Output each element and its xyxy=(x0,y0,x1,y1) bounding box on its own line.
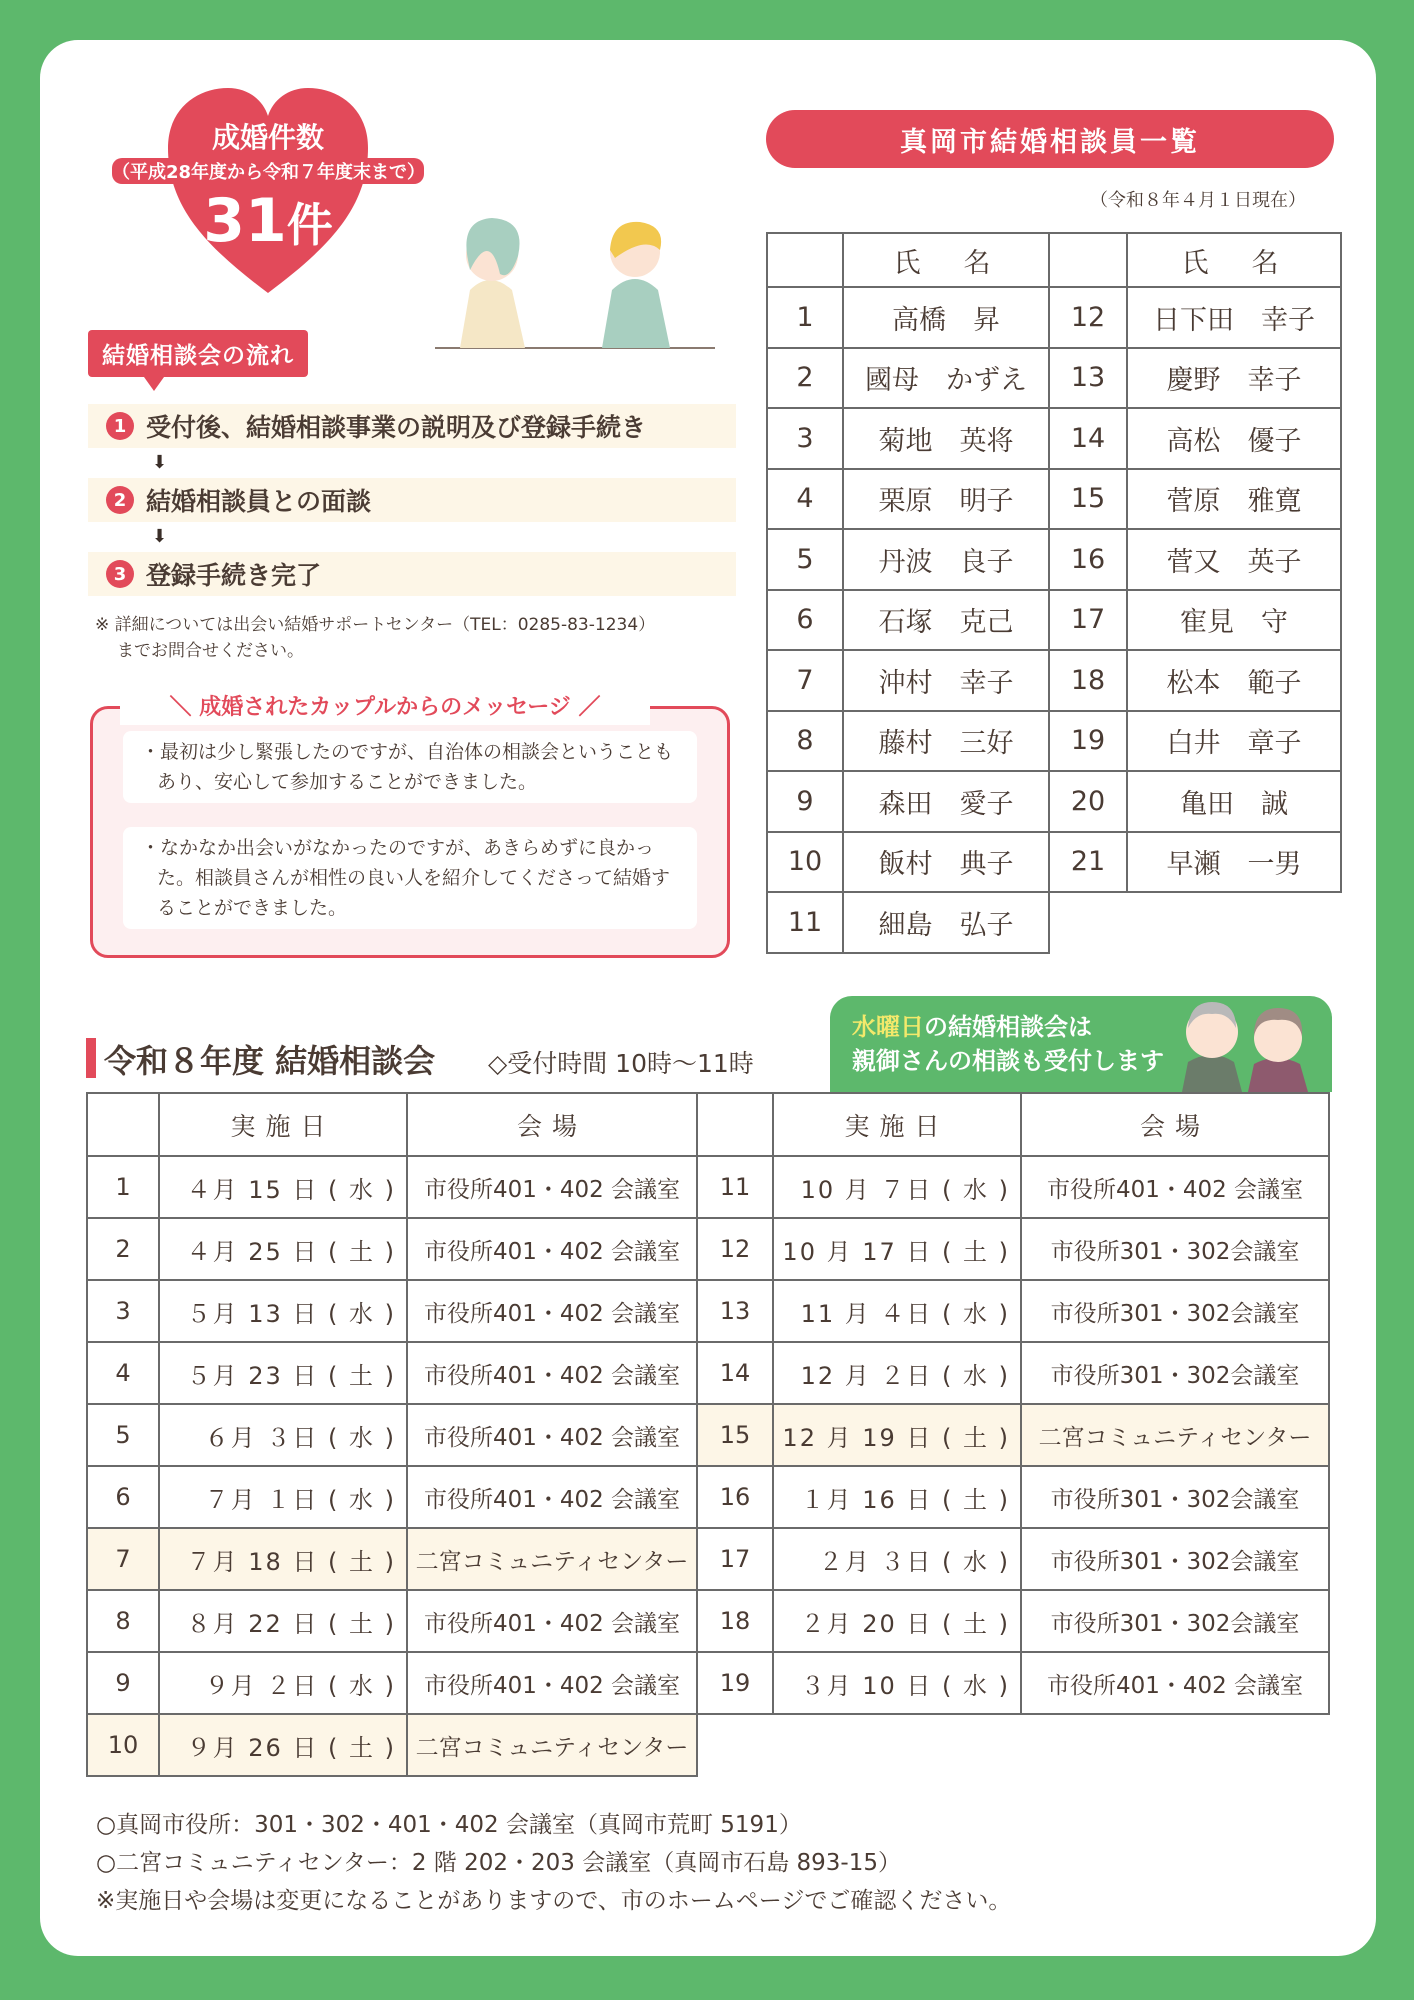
table-row xyxy=(87,1714,1329,1776)
table-row xyxy=(87,1404,1329,1466)
session-number: 3 xyxy=(87,1280,159,1342)
banner-line2: 親御さんの相談も受付します xyxy=(852,1047,1164,1075)
session-number: 18 xyxy=(697,1590,773,1652)
counselor-number: 9 xyxy=(767,771,843,832)
step-text: 受付後、結婚相談事業の説明及び登録手続き xyxy=(146,413,647,442)
heart-title: 成婚件数 xyxy=(211,121,324,154)
header-venue: 会場 xyxy=(407,1093,697,1156)
counselor-number: 7 xyxy=(767,650,843,711)
schedule-title: 令和８年度 結婚相談会 xyxy=(104,1042,436,1080)
table-row xyxy=(767,529,1341,590)
table-row xyxy=(767,287,1341,348)
session-venue: 市役所401・402 会議室 xyxy=(1021,1652,1329,1714)
counselor-name: 高橋 昇 xyxy=(843,287,1049,348)
flow-step-3 xyxy=(88,552,736,596)
counselor-number: 10 xyxy=(767,832,843,893)
table-row xyxy=(87,1280,1329,1342)
session-number: 12 xyxy=(697,1218,773,1280)
table-row xyxy=(87,1342,1329,1404)
counselor-name: 菊地 英将 xyxy=(843,408,1049,469)
elderly-couple-illustration xyxy=(1172,982,1322,1092)
step-text: 登録手続き完了 xyxy=(146,561,322,590)
marriage-count-heart xyxy=(112,88,426,308)
counselor-number: 4 xyxy=(767,469,843,530)
empty-cell xyxy=(697,1714,773,1776)
counselor-number: 2 xyxy=(767,348,843,409)
couple-illustration xyxy=(430,200,720,360)
counselor-table xyxy=(766,232,1342,954)
session-venue: 市役所301・302会議室 xyxy=(1021,1342,1329,1404)
section-marker xyxy=(86,1038,96,1078)
heart-subtitle: （平成28年度から令和７年度末まで） xyxy=(112,158,424,184)
counselor-name: 國母 かずえ xyxy=(843,348,1049,409)
counselor-name: 石塚 克己 xyxy=(843,590,1049,651)
counselor-name: 丹波 良子 xyxy=(843,529,1049,590)
session-venue: 市役所401・402 会議室 xyxy=(407,1404,697,1466)
counselor-number: 17 xyxy=(1049,590,1127,651)
session-date: ３月 10 日 ( 水 ) xyxy=(773,1652,1021,1714)
session-date: ４月 25 日 ( 土 ) xyxy=(159,1218,407,1280)
session-venue: 市役所401・402 会議室 xyxy=(407,1218,697,1280)
session-number: 5 xyxy=(87,1404,159,1466)
message-item: ・最初は少し緊張したのですが、自治体の相談会ということもあり、安心して参加することができました。 xyxy=(123,731,697,803)
venue-notes xyxy=(96,1806,1011,1920)
table-row xyxy=(87,1156,1329,1218)
note-line: ※ 詳細については出会い結婚サポートセンター（TEL：0285-83-1234） xyxy=(95,615,656,635)
counselor-number: 1 xyxy=(767,287,843,348)
step-number: 1 xyxy=(106,412,134,440)
session-venue: 市役所401・402 会議室 xyxy=(407,1342,697,1404)
session-venue: 市役所301・302会議室 xyxy=(1021,1466,1329,1528)
counselor-number: 16 xyxy=(1049,529,1127,590)
counselor-name: 森田 愛子 xyxy=(843,771,1049,832)
session-number: 6 xyxy=(87,1466,159,1528)
counselor-number: 19 xyxy=(1049,711,1127,772)
session-number: 14 xyxy=(697,1342,773,1404)
counselor-name: 栗原 明子 xyxy=(843,469,1049,530)
session-number: 4 xyxy=(87,1342,159,1404)
counselor-name: 松本 範子 xyxy=(1127,650,1341,711)
message-box xyxy=(90,706,730,958)
session-date: ８月 22 日 ( 土 ) xyxy=(159,1590,407,1652)
session-venue: 市役所401・402 会議室 xyxy=(407,1652,697,1714)
session-number: 15 xyxy=(697,1404,773,1466)
header-name: 氏 名 xyxy=(1127,233,1341,287)
counselor-number: 3 xyxy=(767,408,843,469)
banner-text xyxy=(852,1010,1164,1078)
counselor-name: 慶野 幸子 xyxy=(1127,348,1341,409)
session-number: 10 xyxy=(87,1714,159,1776)
session-number: 8 xyxy=(87,1590,159,1652)
counselor-number: 12 xyxy=(1049,287,1127,348)
session-number: 9 xyxy=(87,1652,159,1714)
counselor-number: 15 xyxy=(1049,469,1127,530)
table-row xyxy=(767,892,1341,953)
session-date: ５月 13 日 ( 水 ) xyxy=(159,1280,407,1342)
empty-cell xyxy=(1049,892,1127,953)
session-date: ５月 23 日 ( 土 ) xyxy=(159,1342,407,1404)
counselor-name: 寉見 守 xyxy=(1127,590,1341,651)
session-number: 16 xyxy=(697,1466,773,1528)
session-venue: 市役所401・402 会議室 xyxy=(407,1590,697,1652)
counselor-name: 亀田 誠 xyxy=(1127,771,1341,832)
flow-step-2 xyxy=(88,478,736,522)
session-date: ７月 １日 ( 水 ) xyxy=(159,1466,407,1528)
heart-count xyxy=(118,186,418,256)
table-header-row xyxy=(767,233,1341,287)
counselor-name: 菅又 英子 xyxy=(1127,529,1341,590)
session-venue: 二宮コミュニティセンター xyxy=(407,1528,697,1590)
step-text: 結婚相談員との面談 xyxy=(146,487,372,516)
session-number: 17 xyxy=(697,1528,773,1590)
empty-cell xyxy=(773,1714,1021,1776)
parents-banner xyxy=(830,996,1332,1092)
banner-line1: の結婚相談会は xyxy=(924,1013,1092,1041)
session-date: ６月 ３日 ( 水 ) xyxy=(159,1404,407,1466)
table-row xyxy=(767,590,1341,651)
session-venue: 市役所301・302会議室 xyxy=(1021,1590,1329,1652)
contact-note xyxy=(95,612,735,664)
table-row xyxy=(87,1528,1329,1590)
down-arrow-icon: ⬇ xyxy=(152,526,168,547)
session-venue: 市役所401・402 会議室 xyxy=(1021,1156,1329,1218)
session-venue: 市役所401・402 会議室 xyxy=(407,1466,697,1528)
counselor-number: 5 xyxy=(767,529,843,590)
counselor-number: 11 xyxy=(767,892,843,953)
counselor-number: 21 xyxy=(1049,832,1127,893)
step-number: 2 xyxy=(106,486,134,514)
session-date: ２月 20 日 ( 土 ) xyxy=(773,1590,1021,1652)
table-row xyxy=(87,1652,1329,1714)
session-date: ９月 26 日 ( 土 ) xyxy=(159,1714,407,1776)
session-date: 10 月 17 日 ( 土 ) xyxy=(773,1218,1021,1280)
schedule-table xyxy=(86,1092,1330,1777)
message-title: ＼ 成婚されたカップルからのメッセージ ／ xyxy=(120,686,650,725)
session-date: ４月 15 日 ( 水 ) xyxy=(159,1156,407,1218)
session-venue: 市役所301・302会議室 xyxy=(1021,1218,1329,1280)
counselor-name: 飯村 典子 xyxy=(843,832,1049,893)
note-line: までお問合せください。 xyxy=(117,641,304,661)
counselor-number: 20 xyxy=(1049,771,1127,832)
session-date: ２月 ３日 ( 水 ) xyxy=(773,1528,1021,1590)
session-venue: 市役所401・402 会議室 xyxy=(407,1280,697,1342)
counselor-name: 沖村 幸子 xyxy=(843,650,1049,711)
table-row xyxy=(767,408,1341,469)
session-number: 1 xyxy=(87,1156,159,1218)
session-date: 12 月 ２日 ( 水 ) xyxy=(773,1342,1021,1404)
down-arrow-icon: ⬇ xyxy=(152,452,168,473)
reception-time: ◇受付時間 10時〜11時 xyxy=(488,1049,754,1078)
header-no xyxy=(1049,233,1127,287)
count-unit: 件 xyxy=(286,198,333,252)
table-row xyxy=(767,348,1341,409)
session-number: 11 xyxy=(697,1156,773,1218)
footer-line: ○真岡市役所：301・302・401・402 会議室（真岡市荒町 5191） xyxy=(96,1812,802,1838)
table-row xyxy=(767,469,1341,530)
counselor-number: 13 xyxy=(1049,348,1127,409)
table-row xyxy=(87,1218,1329,1280)
session-date: ９月 ２日 ( 水 ) xyxy=(159,1652,407,1714)
session-venue: 二宮コミュニティセンター xyxy=(407,1714,697,1776)
session-venue: 二宮コミュニティセンター xyxy=(1021,1404,1329,1466)
counselor-name: 菅原 雅寛 xyxy=(1127,469,1341,530)
table-row xyxy=(767,650,1341,711)
empty-cell xyxy=(1021,1714,1329,1776)
header-venue: 会場 xyxy=(1021,1093,1329,1156)
footer-line: ※実施日や会場は変更になることがありますので、市のホームページでご確認ください。 xyxy=(96,1888,1012,1914)
header-no xyxy=(87,1093,159,1156)
banner-highlight: 水曜日 xyxy=(852,1013,924,1041)
counselor-name: 細島 弘子 xyxy=(843,892,1049,953)
session-venue: 市役所301・302会議室 xyxy=(1021,1280,1329,1342)
flow-step-1 xyxy=(88,404,736,448)
table-row xyxy=(87,1590,1329,1652)
session-number: 2 xyxy=(87,1218,159,1280)
session-number: 7 xyxy=(87,1528,159,1590)
footer-line: ○二宮コミュニティセンター：2 階 202・203 会議室（真岡市石島 893-15） xyxy=(96,1850,901,1876)
table-row xyxy=(767,771,1341,832)
session-date: ７月 18 日 ( 土 ) xyxy=(159,1528,407,1590)
header-name: 氏 名 xyxy=(843,233,1049,287)
count-number: 31 xyxy=(203,186,287,256)
counselor-name: 藤村 三好 xyxy=(843,711,1049,772)
session-venue: 市役所301・302会議室 xyxy=(1021,1528,1329,1590)
counselor-number: 18 xyxy=(1049,650,1127,711)
counselor-name: 日下田 幸子 xyxy=(1127,287,1341,348)
header-date: 実施日 xyxy=(159,1093,407,1156)
session-number: 19 xyxy=(697,1652,773,1714)
counselor-list-title: 真岡市結婚相談員一覧 xyxy=(766,110,1334,168)
counselor-number: 6 xyxy=(767,590,843,651)
counselor-name: 早瀬 一男 xyxy=(1127,832,1341,893)
table-row xyxy=(767,711,1341,772)
step-number: 3 xyxy=(106,560,134,588)
header-no xyxy=(697,1093,773,1156)
counselor-number: 14 xyxy=(1049,408,1127,469)
session-date: 10 月 ７日 ( 水 ) xyxy=(773,1156,1021,1218)
session-venue: 市役所401・402 会議室 xyxy=(407,1156,697,1218)
empty-cell xyxy=(1127,892,1341,953)
table-row xyxy=(87,1466,1329,1528)
message-item: ・なかなか出会いがなかったのですが、あきらめずに良かった。相談員さんが相性の良い人を紹介してくださって結婚することができました。 xyxy=(123,827,697,929)
session-date: １月 16 日 ( 土 ) xyxy=(773,1466,1021,1528)
header-date: 実施日 xyxy=(773,1093,1021,1156)
table-header-row xyxy=(87,1093,1329,1156)
flow-tag: 結婚相談会の流れ xyxy=(88,330,308,377)
counselor-name: 高松 優子 xyxy=(1127,408,1341,469)
session-date: 12 月 19 日 ( 土 ) xyxy=(773,1404,1021,1466)
header-no xyxy=(767,233,843,287)
counselor-name: 白井 章子 xyxy=(1127,711,1341,772)
table-row xyxy=(767,832,1341,893)
session-date: 11 月 ４日 ( 水 ) xyxy=(773,1280,1021,1342)
session-number: 13 xyxy=(697,1280,773,1342)
as-of-date: （令和８年４月１日現在） xyxy=(1090,190,1306,211)
counselor-number: 8 xyxy=(767,711,843,772)
